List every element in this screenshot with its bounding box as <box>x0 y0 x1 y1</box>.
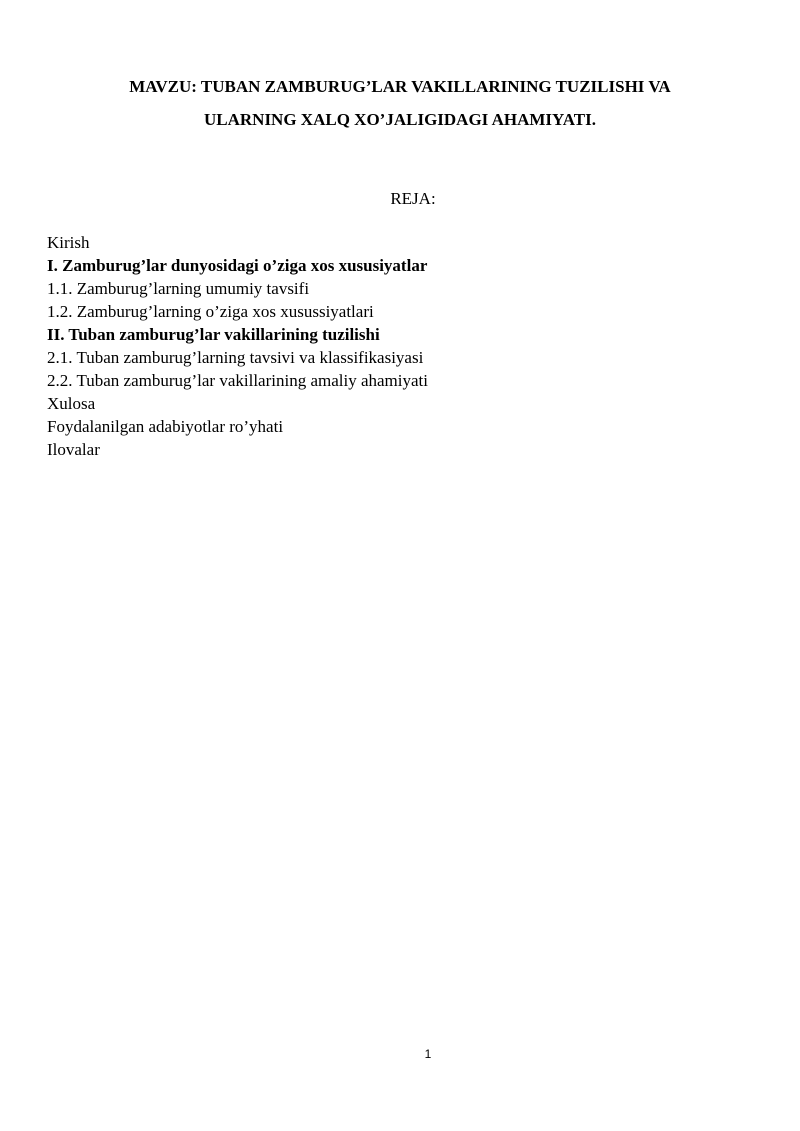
page-number: 1 <box>424 1047 432 1061</box>
plan-list <box>47 231 428 461</box>
plan-item-section-2-2: 2.2. Tuban zamburug’lar vakillarining amaliy ahamiyati <box>47 371 428 390</box>
plan-item-chapter-2: II. Tuban zamburug’lar vakillarining tuzilishi <box>47 325 380 344</box>
plan-item-introduction: Kirish <box>47 233 90 252</box>
plan-heading: REJA: <box>390 189 436 208</box>
document-title-line-1: MAVZU: TUBAN ZAMBURUG’LAR VAKILLARINING TUZILISHI VA <box>129 77 671 96</box>
plan-item-section-1-2: 1.2. Zamburug’larning o’ziga xos xusussiyatlari <box>47 302 374 321</box>
plan-item-section-1-1: 1.1. Zamburug’larning umumiy tavsifi <box>47 279 310 298</box>
plan-item-conclusion: Xulosa <box>47 394 96 413</box>
plan-item-chapter-1: I. Zamburug’lar dunyosidagi o’ziga xos xususiyatlar <box>47 256 428 275</box>
plan-item-appendices: Ilovalar <box>47 440 100 459</box>
document-title-line-2: ULARNING XALQ XO’JALIGIDAGI AHAMIYATI. <box>204 110 596 129</box>
plan-item-section-2-1: 2.1. Tuban zamburug’larning tavsivi va klassifikasiyasi <box>47 348 424 367</box>
plan-item-references: Foydalanilgan adabiyotlar ro’yhati <box>47 417 284 436</box>
